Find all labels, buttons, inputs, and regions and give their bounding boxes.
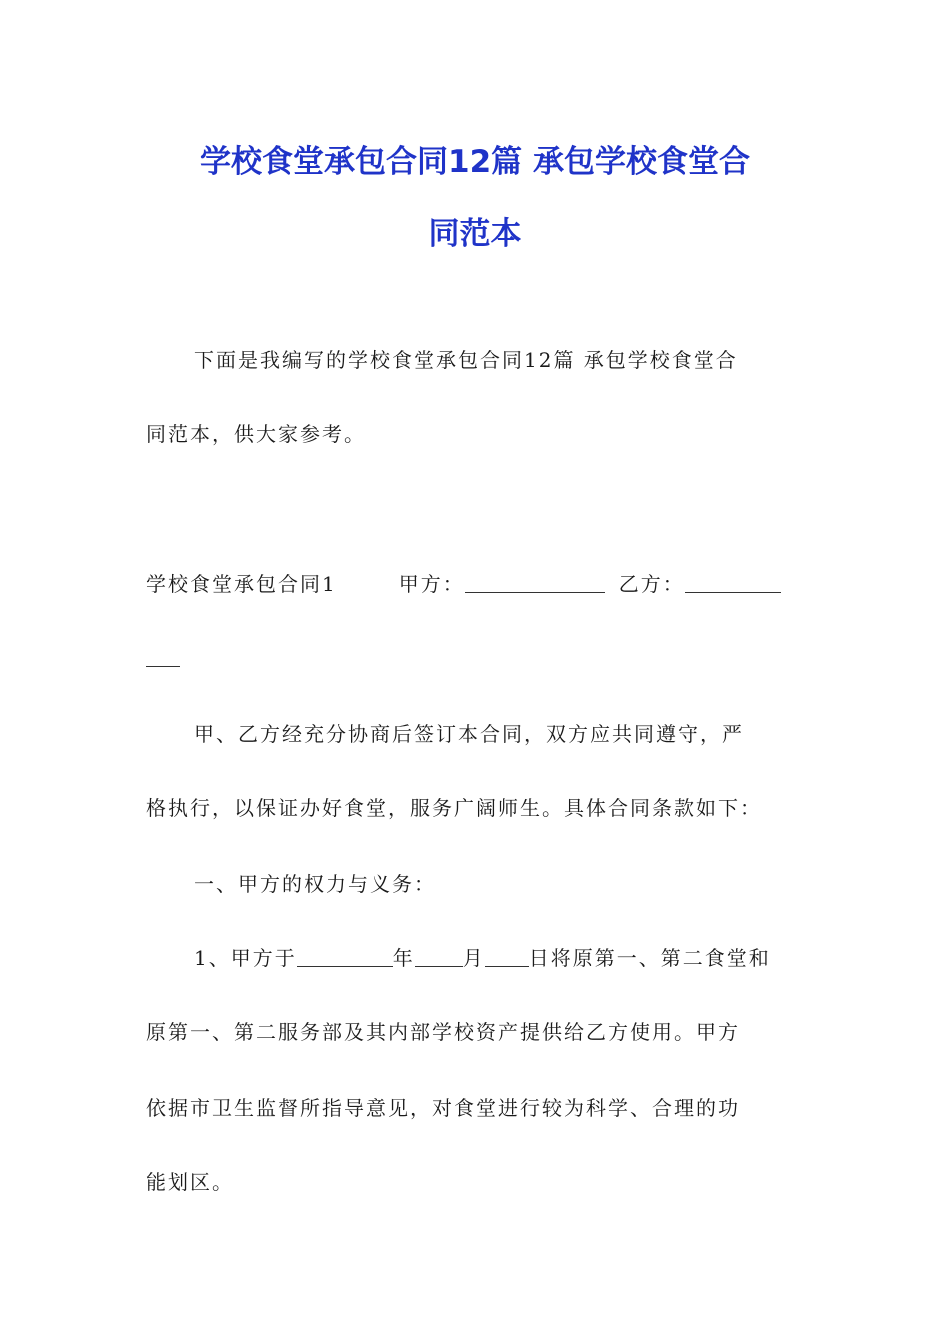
- item1-year: 年: [392, 946, 415, 970]
- party-b-blank-tail: [146, 646, 180, 667]
- party-b-blank-continuation: [146, 644, 180, 672]
- para1-line-1: 甲、乙方经充分协商后签订本合同，双方应共同遵守，严: [194, 722, 744, 746]
- month-blank: [415, 946, 463, 967]
- item1-month: 月: [462, 946, 485, 970]
- day-blank: [485, 946, 529, 967]
- document-title-line-1: 学校食堂承包合同12篇 承包学校食堂合: [200, 144, 750, 180]
- item1-line-1: [194, 944, 771, 972]
- party-b-label: 乙方：: [618, 572, 685, 596]
- item1-line-4: 能划区。: [146, 1170, 234, 1194]
- year-blank: [297, 946, 393, 967]
- intro-line-2: 同范本，供大家参考。: [146, 422, 366, 446]
- party-a-blank: [465, 572, 605, 593]
- contract-heading-row: [146, 570, 781, 598]
- para1-line-2: 格执行，以保证办好食堂，服务广阔师生。具体合同条款如下：: [146, 796, 762, 820]
- document-title-line-2: 同范本: [428, 216, 522, 252]
- item1-line-2: 原第一、第二服务部及其内部学校资产提供给乙方使用。甲方: [146, 1020, 740, 1044]
- item1-line-3: 依据市卫生监督所指导意见，对食堂进行较为科学、合理的功: [146, 1096, 740, 1120]
- item1-rest: 日将原第一、第二食堂和: [528, 946, 771, 970]
- contract-heading: 学校食堂承包合同1: [146, 572, 337, 596]
- intro-line-1: 下面是我编写的学校食堂承包合同12篇 承包学校食堂合: [194, 348, 738, 372]
- party-a-label: 甲方：: [398, 572, 465, 596]
- party-b-blank: [685, 572, 781, 593]
- item1-prefix: 1、甲方于: [194, 946, 297, 970]
- section1-heading: 一、甲方的权力与义务：: [194, 872, 436, 896]
